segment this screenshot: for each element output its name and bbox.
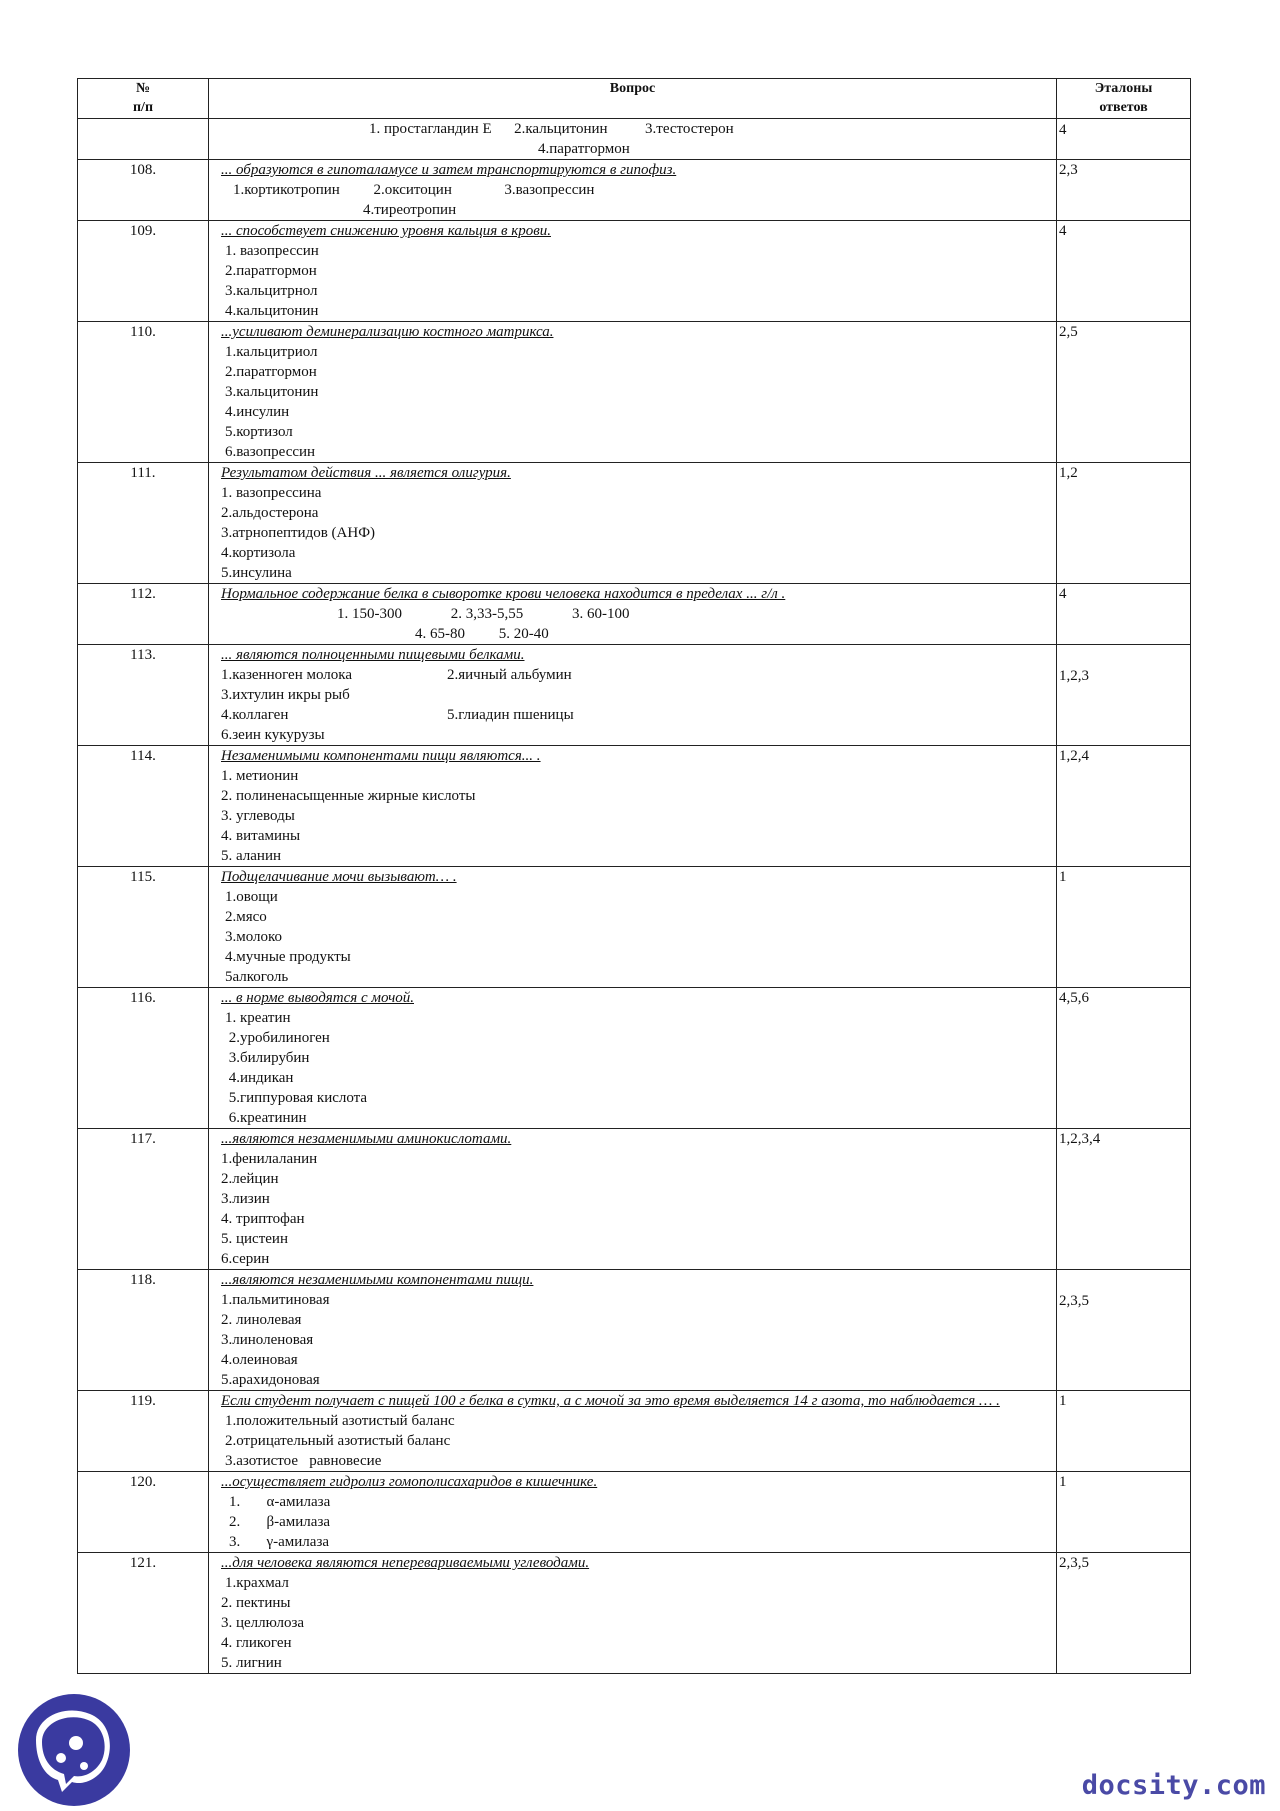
- row-question: [209, 746, 1057, 867]
- option-line: 5.кортизол: [225, 424, 293, 440]
- row-number: 111.: [78, 463, 209, 584]
- option-line: 4.мучные продукты: [225, 949, 351, 965]
- row-question: [209, 1270, 1057, 1391]
- row-answer: 4: [1057, 119, 1191, 160]
- option-line: 5алкоголь: [225, 969, 289, 985]
- row-question: [209, 867, 1057, 988]
- row-answer: 2,3,5: [1057, 1553, 1191, 1674]
- question-text: ...осуществляет гидролиз гомополисахаридов в кишечнике.: [221, 1474, 598, 1490]
- option-line: 2.мясо: [225, 909, 267, 925]
- option-line: 5.арахидоновая: [221, 1372, 320, 1388]
- row-answer: 1,2,3: [1057, 645, 1191, 746]
- option-line: 4.олеиновая: [221, 1352, 298, 1368]
- option-line: 4. гликоген: [221, 1635, 292, 1651]
- option-line: 1.крахмал: [225, 1575, 289, 1591]
- option-text: [447, 725, 1054, 745]
- option-line: 6.вазопрессин: [225, 444, 316, 460]
- question-table: [77, 78, 1191, 1674]
- option-line: 1.кортикотропин 2.окситоцин 3.вазопрессин: [233, 182, 595, 198]
- option-line: 1. вазопрессин: [225, 243, 319, 259]
- row-question: [209, 322, 1057, 463]
- option-line: 4. 65-80 5. 20-40: [415, 626, 549, 642]
- option-line: 3.лизин: [221, 1191, 270, 1207]
- option-line: 6.креатинин: [225, 1110, 307, 1126]
- question-text: Результатом действия ... является олигурия.: [221, 465, 511, 481]
- option-line: 4.кортизола: [221, 545, 296, 561]
- row-answer: 1,2: [1057, 463, 1191, 584]
- row-number: 121.: [78, 1553, 209, 1674]
- option-line: 4. витамины: [221, 828, 301, 844]
- table-row: [78, 1270, 1191, 1391]
- option-line: 4.инсулин: [225, 404, 290, 420]
- row-question: [209, 463, 1057, 584]
- option-line: [211, 665, 1054, 685]
- option-line: 1. креатин: [225, 1010, 291, 1026]
- row-number: 116.: [78, 988, 209, 1129]
- header-answers-line2: ответов: [1099, 100, 1148, 115]
- option-line: 4.кальцитонин: [225, 303, 319, 319]
- option-line: 3.линоленовая: [221, 1332, 314, 1348]
- question-text: ...для человека являются неперевариваемыми углеводами.: [221, 1555, 590, 1571]
- option-line: 2.отрицательный азотистый баланс: [225, 1433, 451, 1449]
- question-text: ... в норме выводятся с мочой.: [221, 990, 414, 1006]
- option-line: 1. 150-300 2. 3,33-5,55 3. 60-100: [337, 606, 630, 622]
- option-line: 4. триптофан: [221, 1211, 305, 1227]
- row-question: [209, 1391, 1057, 1472]
- row-number: 120.: [78, 1472, 209, 1553]
- row-answer: 4: [1057, 584, 1191, 645]
- option-text: 3.ихтулин икры рыб: [221, 687, 350, 703]
- option-line: 3.азотистое равновесие: [225, 1453, 382, 1469]
- table-row: [78, 322, 1191, 463]
- row-answer: 2,5: [1057, 322, 1191, 463]
- table-row: [78, 746, 1191, 867]
- option-line: 3.кальцитонин: [225, 384, 319, 400]
- row-answer: 1,2,3,4: [1057, 1129, 1191, 1270]
- option-line: 1.фенилаланин: [221, 1151, 318, 1167]
- option-line: 1.пальмитиновая: [221, 1292, 330, 1308]
- option-text: 2.яичный альбумин: [447, 667, 572, 683]
- row-answer: 4: [1057, 221, 1191, 322]
- question-text: Незаменимыми компонентами пищи являются... .: [221, 748, 541, 764]
- row-answer: 1,2,4: [1057, 746, 1191, 867]
- header-answers-line1: Эталоны: [1094, 81, 1153, 96]
- row-question: [209, 221, 1057, 322]
- row-question: [209, 160, 1057, 221]
- option-line: 2. β-амилаза: [229, 1514, 331, 1530]
- option-line: 2. пектины: [221, 1595, 291, 1611]
- table-row: [78, 221, 1191, 322]
- option-line: 3.атрнопептидов (АНФ): [221, 525, 376, 541]
- table-row: [78, 463, 1191, 584]
- header-answers: [1057, 79, 1191, 119]
- table-row: [78, 867, 1191, 988]
- question-text: ... являются полноценными пищевыми белками.: [221, 647, 525, 663]
- question-text: ...усиливают деминерализацию костного матрикса.: [221, 324, 554, 340]
- option-line: 1.кальцитриол: [225, 344, 318, 360]
- row-answer: 2,3: [1057, 160, 1191, 221]
- row-answer: 1: [1057, 1472, 1191, 1553]
- row-answer: 1: [1057, 1391, 1191, 1472]
- option-text: 6.зеин кукурузы: [221, 727, 325, 743]
- brand-watermark: docsity.com: [1081, 1770, 1266, 1801]
- row-answer: 4,5,6: [1057, 988, 1191, 1129]
- row-question: [209, 1129, 1057, 1270]
- option-line: 4.индикан: [225, 1070, 294, 1086]
- option-line: 5.гиппуровая кислота: [225, 1090, 368, 1106]
- row-question: [209, 988, 1057, 1129]
- option-line: 1. вазопрессина: [221, 485, 322, 501]
- option-line: 6.серин: [221, 1251, 270, 1267]
- row-question: [209, 119, 1057, 160]
- table-row: [78, 584, 1191, 645]
- option-text: 5.глиадин пшеницы: [447, 707, 574, 723]
- option-line: 1.положительный азотистый баланс: [225, 1413, 455, 1429]
- header-number-line1: №: [135, 81, 151, 96]
- option-line: 2. полиненасыщенные жирные кислоты: [221, 788, 476, 804]
- table-header-row: [78, 79, 1191, 119]
- option-line: 1. простагландин Е 2.кальцитонин 3.тестостерон: [369, 121, 734, 137]
- row-answer: 1: [1057, 867, 1191, 988]
- row-number: 118.: [78, 1270, 209, 1391]
- question-text: ... способствует снижению уровня кальция в крови.: [221, 223, 551, 239]
- row-number: 115.: [78, 867, 209, 988]
- row-number: 112.: [78, 584, 209, 645]
- row-number: [78, 119, 209, 160]
- option-line: [211, 725, 1054, 745]
- row-number: 110.: [78, 322, 209, 463]
- table-row: [78, 160, 1191, 221]
- table-row: [78, 1553, 1191, 1674]
- row-number: 119.: [78, 1391, 209, 1472]
- option-line: 5. лигнин: [221, 1655, 282, 1671]
- question-text: ... образуются в гипоталамусе и затем транспортируются в гипофиз.: [221, 162, 677, 178]
- option-line: 3. целлюлоза: [221, 1615, 305, 1631]
- question-text: Подщелачивание мочи вызывают… .: [221, 869, 457, 885]
- header-number: [78, 79, 209, 119]
- option-line: 5.инсулина: [221, 565, 292, 581]
- question-text: Нормальное содержание белка в сыворотке крови человека находится в пределах ... г/л .: [221, 586, 786, 602]
- option-line: 5. аланин: [221, 848, 282, 864]
- option-line: 2.лейцин: [221, 1171, 279, 1187]
- table-row: [78, 119, 1191, 160]
- option-line: 2.паратгормон: [225, 263, 317, 279]
- docsity-logo-icon: [14, 1688, 134, 1808]
- row-number: 108.: [78, 160, 209, 221]
- option-line: 1. α-амилаза: [229, 1494, 331, 1510]
- option-line: 3. γ-амилаза: [229, 1534, 330, 1550]
- option-line: 3.молоко: [225, 929, 283, 945]
- option-line: 3. углеводы: [221, 808, 295, 824]
- option-line: 2.паратгормон: [225, 364, 317, 380]
- option-line: 3.кальцитрнол: [225, 283, 318, 299]
- row-number: 109.: [78, 221, 209, 322]
- question-text: ...являются незаменимыми компонентами пищи.: [221, 1272, 534, 1288]
- option-line: 2. линолевая: [221, 1312, 302, 1328]
- option-text: 4.коллаген: [221, 707, 289, 723]
- header-number-line2: п/п: [132, 100, 154, 115]
- table-row: [78, 1129, 1191, 1270]
- option-line: 3.билирубин: [225, 1050, 310, 1066]
- row-question: [209, 645, 1057, 746]
- option-line: 5. цистеин: [221, 1231, 288, 1247]
- option-line: [211, 685, 1054, 705]
- row-number: 113.: [78, 645, 209, 746]
- row-question: [209, 1553, 1057, 1674]
- question-text: ...являются незаменимыми аминокислотами.: [221, 1131, 512, 1147]
- option-line: [211, 705, 1054, 725]
- question-text: Если студент получает с пищей 100 г белка в сутки, а с мочой за это время выделяется 14 г азота, то наблюдается … .: [221, 1393, 1000, 1409]
- option-line: 1.овощи: [225, 889, 278, 905]
- option-line: 4.паратгормон: [538, 141, 630, 157]
- header-question: Вопрос: [209, 79, 1057, 119]
- row-question: [209, 1472, 1057, 1553]
- row-number: 114.: [78, 746, 209, 867]
- table-row: [78, 1391, 1191, 1472]
- option-line: 1. метионин: [221, 768, 299, 784]
- table-row: [78, 645, 1191, 746]
- option-line: 4.тиреотропин: [363, 202, 457, 218]
- row-number: 117.: [78, 1129, 209, 1270]
- option-line: 2.уробилиноген: [225, 1030, 330, 1046]
- table-row: [78, 1472, 1191, 1553]
- row-question: [209, 584, 1057, 645]
- option-text: 1.казенноген молока: [221, 667, 352, 683]
- option-text: [447, 685, 1054, 705]
- row-answer: 2,3,5: [1057, 1270, 1191, 1391]
- option-line: 2.альдостерона: [221, 505, 319, 521]
- table-row: [78, 988, 1191, 1129]
